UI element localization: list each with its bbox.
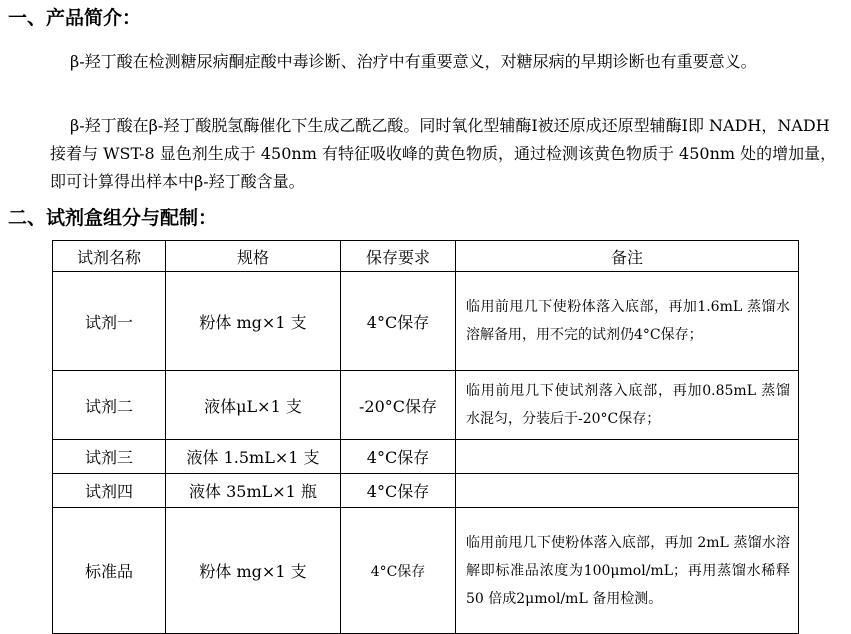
- reagent-storage-cell: 4°C保存: [341, 440, 456, 474]
- column-header-storage: 保存要求: [341, 241, 456, 272]
- column-header-note: 备注: [456, 241, 799, 272]
- reagent-name-cell: 试剂二: [53, 371, 166, 440]
- intro-paragraph-2: β-羟丁酸在β-羟丁酸脱氢酶催化下生成乙酰乙酸。同时氧化型辅酶I被还原成还原型辅酶I即 NADH，NADH 接着与 WST-8 显色剂生成于 450nm 有特征吸收峰的黄色物质，通过检测该黄色物质于 450nm 处的增加量，即可计算得出样本中β-羟丁酸含量。: [50, 116, 837, 191]
- table-row: [53, 272, 799, 371]
- reagent-storage-cell: 4°C保存: [341, 272, 456, 371]
- kit-components-table: [52, 240, 799, 634]
- section-heading-intro: 一、产品简介：: [8, 7, 142, 29]
- reagent-note-cell: 临用前甩几下使试剂落入底部，再加0.85mL 蒸馏水混匀，分装后于-20°C保存；: [456, 371, 799, 440]
- reagent-spec-cell: 粉体 mg×1 支: [166, 508, 341, 634]
- reagent-storage-cell: 4°C保存: [341, 508, 456, 634]
- reagent-name-cell: 试剂四: [53, 474, 166, 508]
- reagent-note-cell: [456, 474, 799, 508]
- reagent-storage-cell: -20°C保存: [341, 371, 456, 440]
- column-header-spec: 规格: [166, 241, 341, 272]
- column-header-name: 试剂名称: [53, 241, 166, 272]
- table-row: [53, 440, 799, 474]
- reagent-note-cell: 临用前甩几下使粉体落入底部，再加1.6mL 蒸馏水溶解备用，用不完的试剂仍4°C保存；: [456, 272, 799, 371]
- intro-paragraph-1: β-羟丁酸在检测糖尿病酮症酸中毒诊断、治疗中有重要意义，对糖尿病的早期诊断也有重要意义。: [70, 52, 757, 71]
- reagent-storage-cell: 4°C保存: [341, 474, 456, 508]
- table-row: [53, 508, 799, 634]
- reagent-name-cell: 标准品: [53, 508, 166, 634]
- section-heading-kit-components: 二、试剂盒组分与配制：: [8, 207, 218, 229]
- reagent-spec-cell: 液体μL×1 支: [166, 371, 341, 440]
- reagent-spec-cell: 液体 1.5mL×1 支: [166, 440, 341, 474]
- table-row: [53, 371, 799, 440]
- reagent-spec-cell: 粉体 mg×1 支: [166, 272, 341, 371]
- reagent-spec-cell: 液体 35mL×1 瓶: [166, 474, 341, 508]
- table-row: [53, 474, 799, 508]
- table-header-row: [53, 241, 799, 272]
- reagent-note-cell: [456, 440, 799, 474]
- reagent-note-cell: 临用前甩几下使粉体落入底部，再加 2mL 蒸馏水溶解即标准品浓度为100μmol/mL；再用蒸馏水稀释 50 倍成2μmol/mL 备用检测。: [456, 508, 799, 634]
- reagent-name-cell: 试剂三: [53, 440, 166, 474]
- reagent-name-cell: 试剂一: [53, 272, 166, 371]
